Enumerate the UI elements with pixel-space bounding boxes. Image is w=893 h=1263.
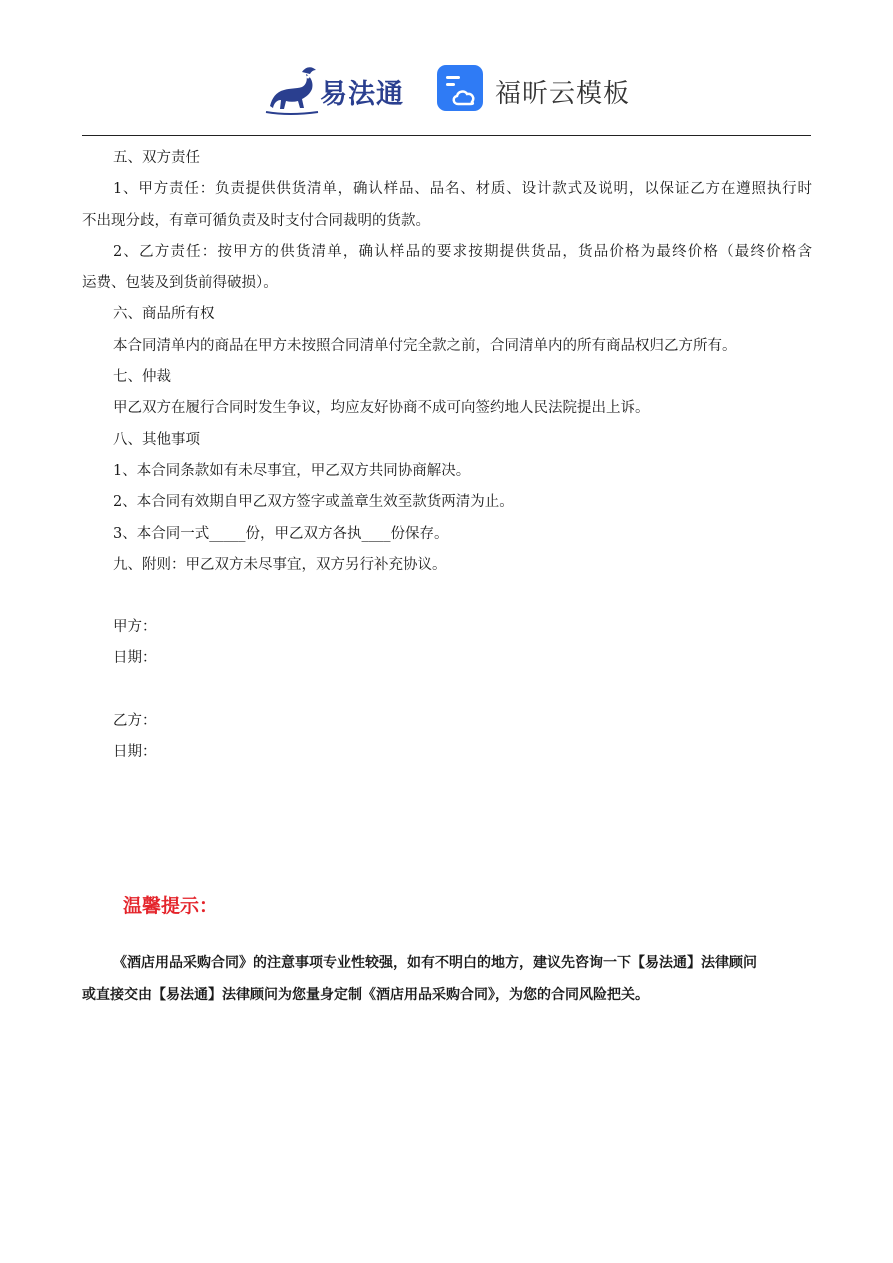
tip-body xyxy=(82,947,812,1011)
header-divider xyxy=(82,135,811,136)
paragraph-line: 运费、包装及到货前得破损）。 xyxy=(82,275,278,292)
signature-date-a: 日期： xyxy=(113,650,157,667)
signature-party-b: 乙方： xyxy=(113,712,157,729)
paragraph-line: 1、甲方责任：负责提供供货清单，确认样品、品名、材质、设计款式及说明，以保证乙方在遵照执行时 xyxy=(113,181,812,198)
tip-line: 或直接交由【易法通】法律顾问为您量身定制《酒店用品采购合同》，为您的合同风险把关。 xyxy=(82,987,649,1003)
yifatong-logo xyxy=(262,62,422,118)
paragraph-line: 2、乙方责任：按甲方的供货清单，确认样品的要求按期提供货品，货品价格为最终价格（最终价格含 xyxy=(113,243,812,260)
section-heading: 七、仲裁 xyxy=(113,369,171,386)
paragraph-line: 3、本合同一式_____份，甲乙双方各执____份保存。 xyxy=(113,525,449,542)
paragraph-line: 本合同清单内的商品在甲方未按照合同清单付完全款之前，合同清单内的所有商品权归乙方所有。 xyxy=(113,337,737,354)
paragraph-line: 2、本合同有效期自甲乙双方签字或盖章生效至款货两清为止。 xyxy=(113,494,514,511)
fuxin-cloud-template-icon xyxy=(436,64,486,114)
section-heading: 八、其他事项 xyxy=(113,431,200,448)
paragraph-line: 1、本合同条款如有未尽事宜，甲乙双方共同协商解决。 xyxy=(113,462,471,479)
page-header xyxy=(0,58,893,122)
tip-title: 温馨提示： xyxy=(123,895,219,917)
yifatong-logo-text: 易法通 xyxy=(320,79,404,110)
signature-party-a: 甲方： xyxy=(113,619,157,636)
tip-line: 《酒店用品采购合同》的注意事项专业性较强，如有不明白的地方，建议先咨询一下【易法通】法律顾问 xyxy=(113,955,757,971)
signature-date-b: 日期： xyxy=(113,744,157,761)
fuxin-logo xyxy=(436,64,656,116)
section-heading: 九、附则：甲乙双方未尽事宜，双方另行补充协议。 xyxy=(113,556,447,573)
section-heading: 六、商品所有权 xyxy=(113,306,215,323)
contract-body xyxy=(82,143,812,768)
fuxin-logo-text: 福昕云模板 xyxy=(495,79,631,109)
paragraph-line: 不出现分歧，有章可循负责及时支付合同裁明的货款。 xyxy=(82,212,430,229)
paragraph-line: 甲乙双方在履行合同时发生争议，均应友好协商不成可向签约地人民法院提出上诉。 xyxy=(113,400,650,417)
qilin-icon xyxy=(262,62,324,118)
section-heading: 五、双方责任 xyxy=(113,150,200,166)
